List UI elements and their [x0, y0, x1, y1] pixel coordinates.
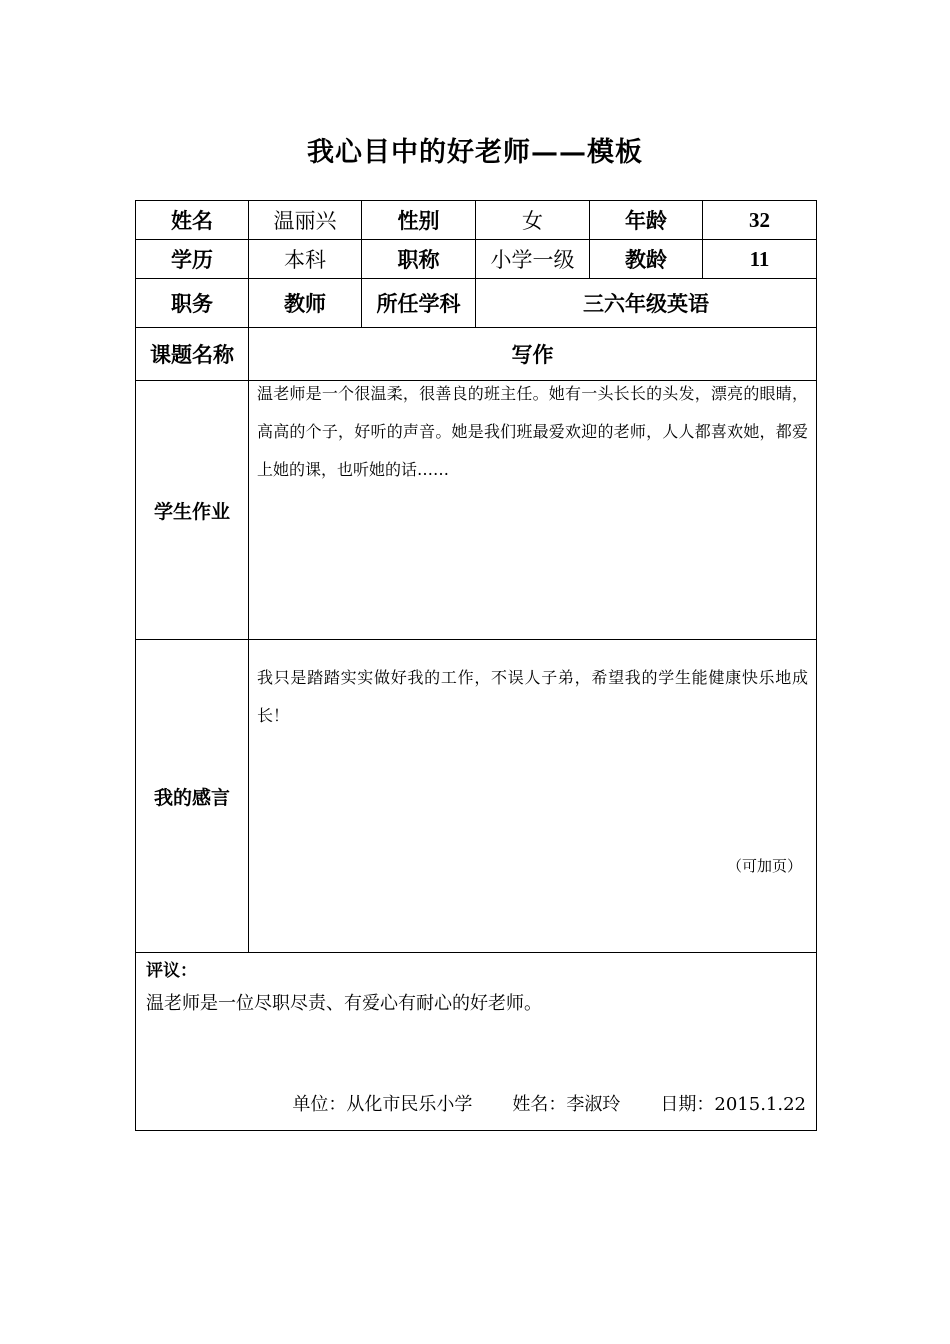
rank-label: 职称	[362, 240, 476, 279]
topic-label: 课题名称	[136, 328, 249, 381]
years-value: 11	[703, 240, 817, 279]
form-row-education	[136, 240, 817, 279]
signature-line	[292, 1090, 806, 1116]
topic-value: 写作	[249, 328, 817, 381]
comment-label: 评议：	[146, 961, 197, 981]
subject-label: 所任学科	[362, 279, 476, 328]
duty-value: 教师	[249, 279, 362, 328]
form-row-basic	[136, 201, 817, 240]
subject-value: 三六年级英语	[476, 279, 817, 328]
age-value: 32	[703, 201, 817, 240]
education-label: 学历	[136, 240, 249, 279]
age-label: 年龄	[590, 201, 703, 240]
comment-text: 温老师是一位尽职尽责、有爱心有耐心的好老师。	[146, 993, 542, 1014]
form-row-duty	[136, 279, 817, 328]
name-value: 温丽兴	[249, 201, 362, 240]
years-label: 教龄	[590, 240, 703, 279]
rank-value: 小学一级	[476, 240, 590, 279]
education-value: 本科	[249, 240, 362, 279]
name-label: 姓名	[136, 201, 249, 240]
teacher-form-table	[135, 200, 817, 1131]
reflection-label: 我的感言	[136, 640, 249, 953]
form-row-topic	[136, 328, 817, 381]
reflection-text: 我只是踏踏实实做好我的工作，不误人子弟，希望我的学生能健康快乐地成长！	[257, 668, 808, 725]
unit-text: 单位：从化市民乐小学	[292, 1094, 473, 1115]
reflection-cell	[249, 640, 817, 953]
page-title: 我心目中的好老师——模板	[307, 137, 643, 168]
form-row-homework	[136, 381, 817, 640]
date-text: 日期：2015.1.22	[660, 1094, 806, 1115]
homework-text: 温老师是一个很温柔，很善良的班主任。她有一头长长的头发，漂亮的眼睛，高高的个子，好听的声音。她是我们班最爱欢迎的老师，人人都喜欢她，都爱上她的课，也听她的话……	[257, 384, 808, 479]
form-row-comment	[136, 953, 817, 1131]
signer-text: 姓名：李淑玲	[512, 1094, 621, 1115]
comment-cell	[136, 953, 817, 1131]
homework-cell	[249, 381, 817, 640]
page-note: （可加页）	[726, 857, 802, 875]
homework-label: 学生作业	[136, 381, 249, 640]
duty-label: 职务	[136, 279, 249, 328]
gender-value: 女	[476, 201, 590, 240]
form-row-reflection	[136, 640, 817, 953]
gender-label: 性别	[362, 201, 476, 240]
